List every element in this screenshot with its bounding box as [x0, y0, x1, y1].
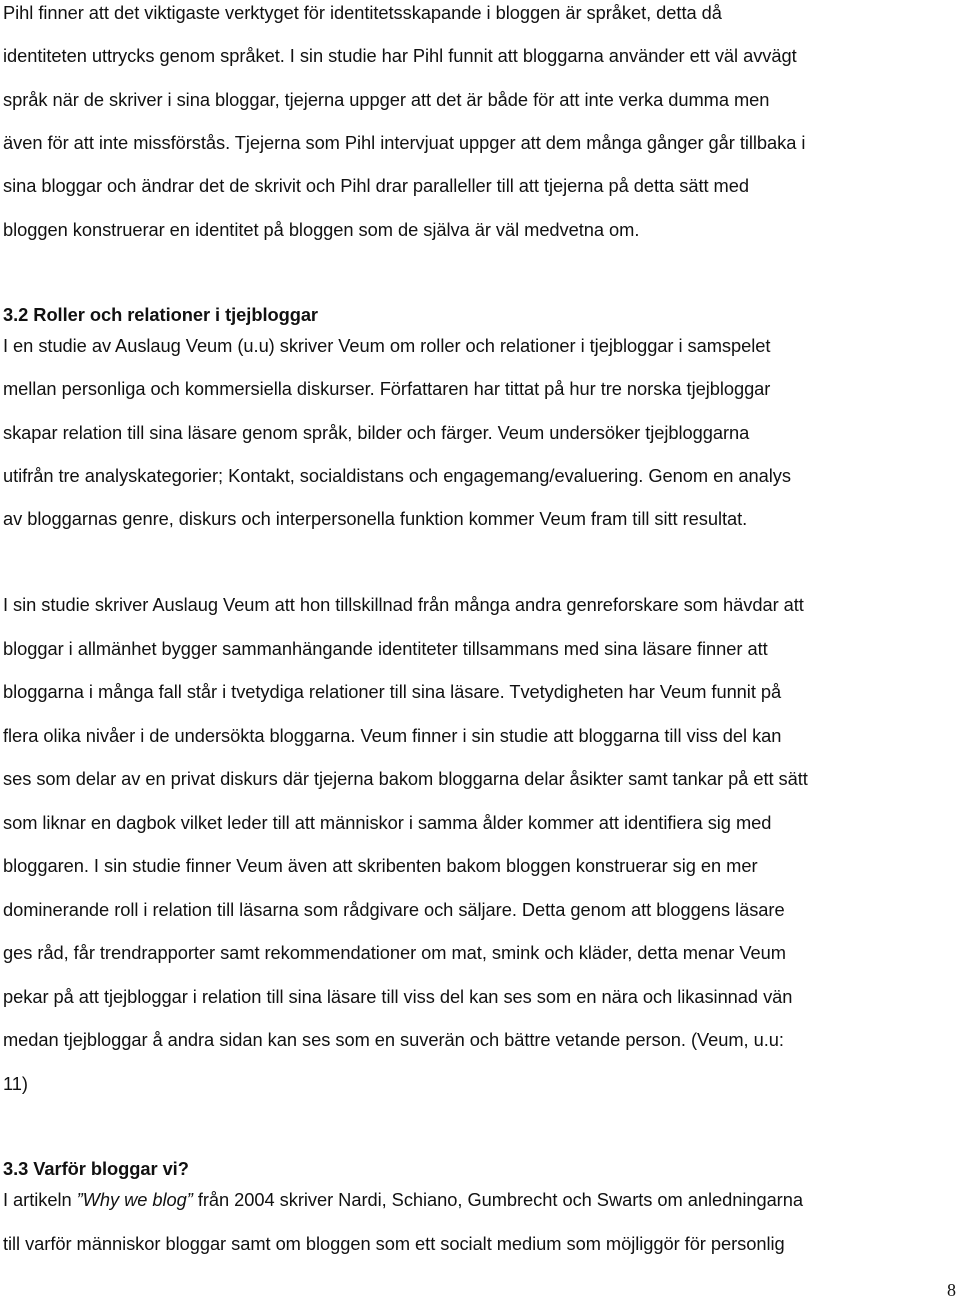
- text-line: pekar på att tjejbloggar i relation till sina läsare till viss del kan ses som en nära och likasinnad vän: [3, 986, 793, 1007]
- text-line: bloggarna i många fall står i tvetydiga relationer till sina läsare. Tvetydigheten har Veum funnit på: [3, 681, 782, 702]
- text-line: bloggar i allmänhet bygger sammanhängande identiteter tillsammans med sina läsare finner att: [3, 638, 768, 659]
- section-heading-3-3: 3.3 Varför bloggar vi?: [3, 1158, 189, 1179]
- section-heading-3-2: 3.2 Roller och relationer i tjejbloggar: [3, 304, 318, 325]
- text-line: dominerande roll i relation till läsarna som rådgivare och säljare. Detta genom att bloggens läsare: [3, 899, 785, 920]
- page-number: 8: [947, 1280, 956, 1300]
- text-line: språk när de skriver i sina bloggar, tjejerna uppger att det är både för att inte verka dumma men: [3, 89, 770, 110]
- text-line: som liknar en dagbok vilket leder till att människor i samma ålder kommer att identifiera sig med: [3, 812, 772, 833]
- text-segment: från 2004 skriver Nardi, Schiano, Gumbrecht och Swarts om anledningarna: [192, 1189, 803, 1210]
- article-title: ”Why we blog”: [76, 1189, 193, 1210]
- text-line: utifrån tre analyskategorier; Kontakt, socialdistans och engagemang/evaluering. Genom en analys: [3, 465, 791, 486]
- text-line: ses som delar av en privat diskurs där tjejerna bakom bloggarna delar åsikter samt tankar på ett sätt: [3, 768, 808, 789]
- text-line: flera olika nivåer i de undersökta bloggarna. Veum finner i sin studie att bloggarna till viss del kan: [3, 725, 782, 746]
- text-line: ges råd, får trendrapporter samt rekommendationer om mat, smink och kläder, detta menar Veum: [3, 942, 786, 963]
- text-line: bloggaren. I sin studie finner Veum även att skribenten bakom bloggen konstruerar sig en mer: [3, 855, 758, 876]
- text-line: medan tjejbloggar å andra sidan kan ses som en suverän och bättre vetande person. (Veum, u.u:: [3, 1029, 784, 1050]
- text-line: av bloggarnas genre, diskurs och interpersonella funktion kommer Veum fram till sitt resultat.: [3, 508, 748, 529]
- text-line: bloggen konstruerar en identitet på bloggen som de själva är väl medvetna om.: [3, 219, 640, 240]
- text-line: skapar relation till sina läsare genom språk, bilder och färger. Veum undersöker tjejbloggarna: [3, 422, 750, 443]
- text-segment: I artikeln: [3, 1189, 77, 1210]
- text-line: 11): [3, 1073, 28, 1094]
- text-line: till varför människor bloggar samt om bloggen som ett socialt medium som möjliggör för personlig: [3, 1233, 785, 1254]
- text-line: Pihl finner att det viktigaste verktyget för identitetsskapande i bloggen är språket, detta då: [3, 2, 722, 23]
- text-line: sina bloggar och ändrar det de skrivit och Pihl drar paralleller till att tjejerna på detta sätt med: [3, 175, 749, 196]
- text-line: I en studie av Auslaug Veum (u.u) skriver Veum om roller och relationer i tjejbloggar i samspelet: [3, 335, 771, 356]
- text-line: även för att inte missförstås. Tjejerna som Pihl intervjuat uppger att dem många gånger går tillbaka i: [3, 132, 806, 153]
- text-line: mellan personliga och kommersiella diskurser. Författaren har tittat på hur tre norska tjejbloggar: [3, 378, 771, 399]
- text-line: [3, 1188, 803, 1212]
- text-line: I sin studie skriver Auslaug Veum att hon tillskillnad från många andra genreforskare som hävdar att: [3, 594, 804, 615]
- text-line: identiteten uttrycks genom språket. I sin studie har Pihl funnit att bloggarna använder ett väl avvägt: [3, 45, 797, 66]
